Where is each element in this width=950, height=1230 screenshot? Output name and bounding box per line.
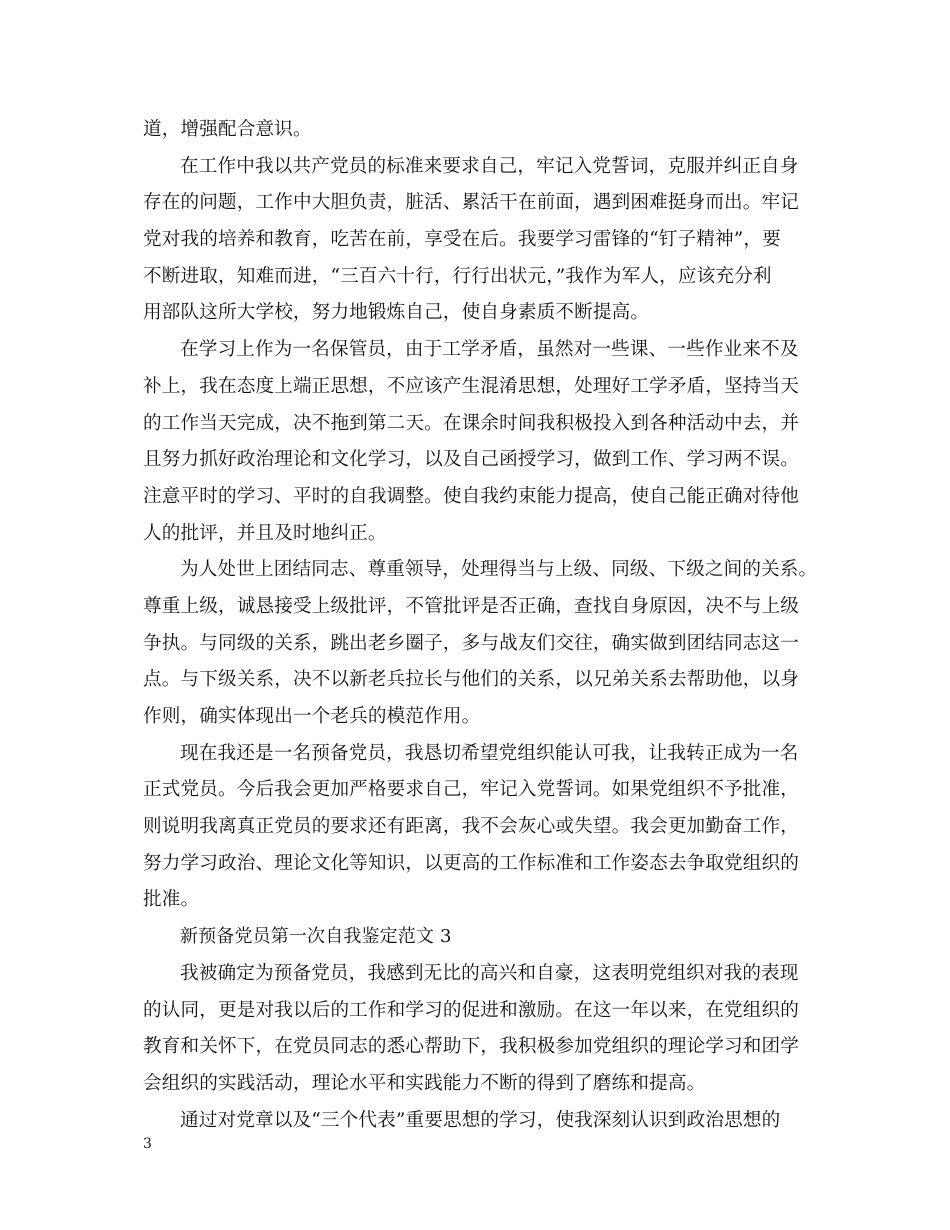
text-line: 用部队这所大学校，努力地锻炼自己，使自身素质不断提高。 [143,302,650,324]
text-line: 批准。 [143,889,200,911]
section-heading: 新预备党员第一次自我鉴定范文 3 [180,926,452,948]
paragraph-start-line: 通过对党章以及“三个代表”重要思想的学习，使我深刻认识到政治思想的 [180,1109,781,1131]
text-line: 教育和关怀下，在党员同志的悉心帮助下，我积极参加党组织的理论学习和团学 [143,1036,800,1058]
text-line: 存在的问题，工作中大胆负责，脏活、累活干在前面，遇到困难挺身而出。牢记 [143,192,800,214]
text-line: 道，增强配合意识。 [143,119,312,140]
text-line: 点。与下级关系，决不以新老兵拉长与他们的关系，以兄弟关系去帮助他，以身 [143,669,800,691]
paragraph-start-line: 在工作中我以共产党员的标准来要求自己，牢记入党誓词，克服并纠正自身 [180,155,799,177]
text-line: 尊重上级，诚恳接受上级批评，不管批评是否正确，查找自身原因，决不与上级 [143,595,800,617]
text-line: 则说明我离真正党员的要求还有距离，我不会灰心或失望。我会更加勤奋工作， [143,816,800,838]
paragraph-start-line: 为人处世上团结同志、尊重领导，处理得当与上级、同级、下级之间的关系。 [180,559,818,581]
text-line: 人的批评，并且及时地纠正。 [143,522,387,544]
text-line: 且努力抓好政治理论和文化学习，以及自己函授学习，做到工作、学习两不误。 [143,449,800,471]
paragraph-start-line: 在学习上作为一名保管员，由于工学矛盾，虽然对一些课、一些作业来不及 [180,339,799,361]
text-line: 努力学习政治、理论文化等知识，以更高的工作标准和工作姿态去争取党组织的 [143,852,800,874]
text-line: 争执。与同级的关系，跳出老乡圈子，多与战友们交往，确实做到团结同志这一 [143,632,800,654]
text-line: 党对我的培养和教育，吃苦在前，享受在后。我要学习雷锋的“钉子精神”，要 [143,229,781,251]
text-line: 注意平时的学习、平时的自我调整。使自我约束能力提高，使自己能正确对待他 [143,485,800,507]
text-line: 的工作当天完成，决不拖到第二天。在课余时间我积极投入到各种活动中去，并 [143,412,800,434]
text-line: 不断进取，知难而进，“三百六十行，行行出状元，”我作为军人，应该充分利 [143,265,772,287]
page-number: 3 [143,1136,152,1152]
paragraph-start-line: 现在我还是一名预备党员，我恳切希望党组织能认可我，让我转正成为一名 [180,742,799,764]
text-line: 补上，我在态度上端正思想，不应该产生混淆思想，处理好工学矛盾，坚持当天 [143,375,800,397]
text-line: 会组织的实践活动，理论水平和实践能力不断的得到了磨练和提高。 [143,1072,706,1094]
text-line: 的认同，更是对我以后的工作和学习的促进和激励。在这一年以来，在党组织的 [143,999,800,1021]
document-body [143,112,818,1139]
text-line: 正式党员。今后我会更加严格要求自己，牢记入党誓词。如果党组织不予批准， [143,779,800,801]
paragraph-start-line: 我被确定为预备党员，我感到无比的高兴和自豪，这表明党组织对我的表现 [180,962,799,984]
text-line: 作则，确实体现出一个老兵的模范作用。 [143,706,481,727]
